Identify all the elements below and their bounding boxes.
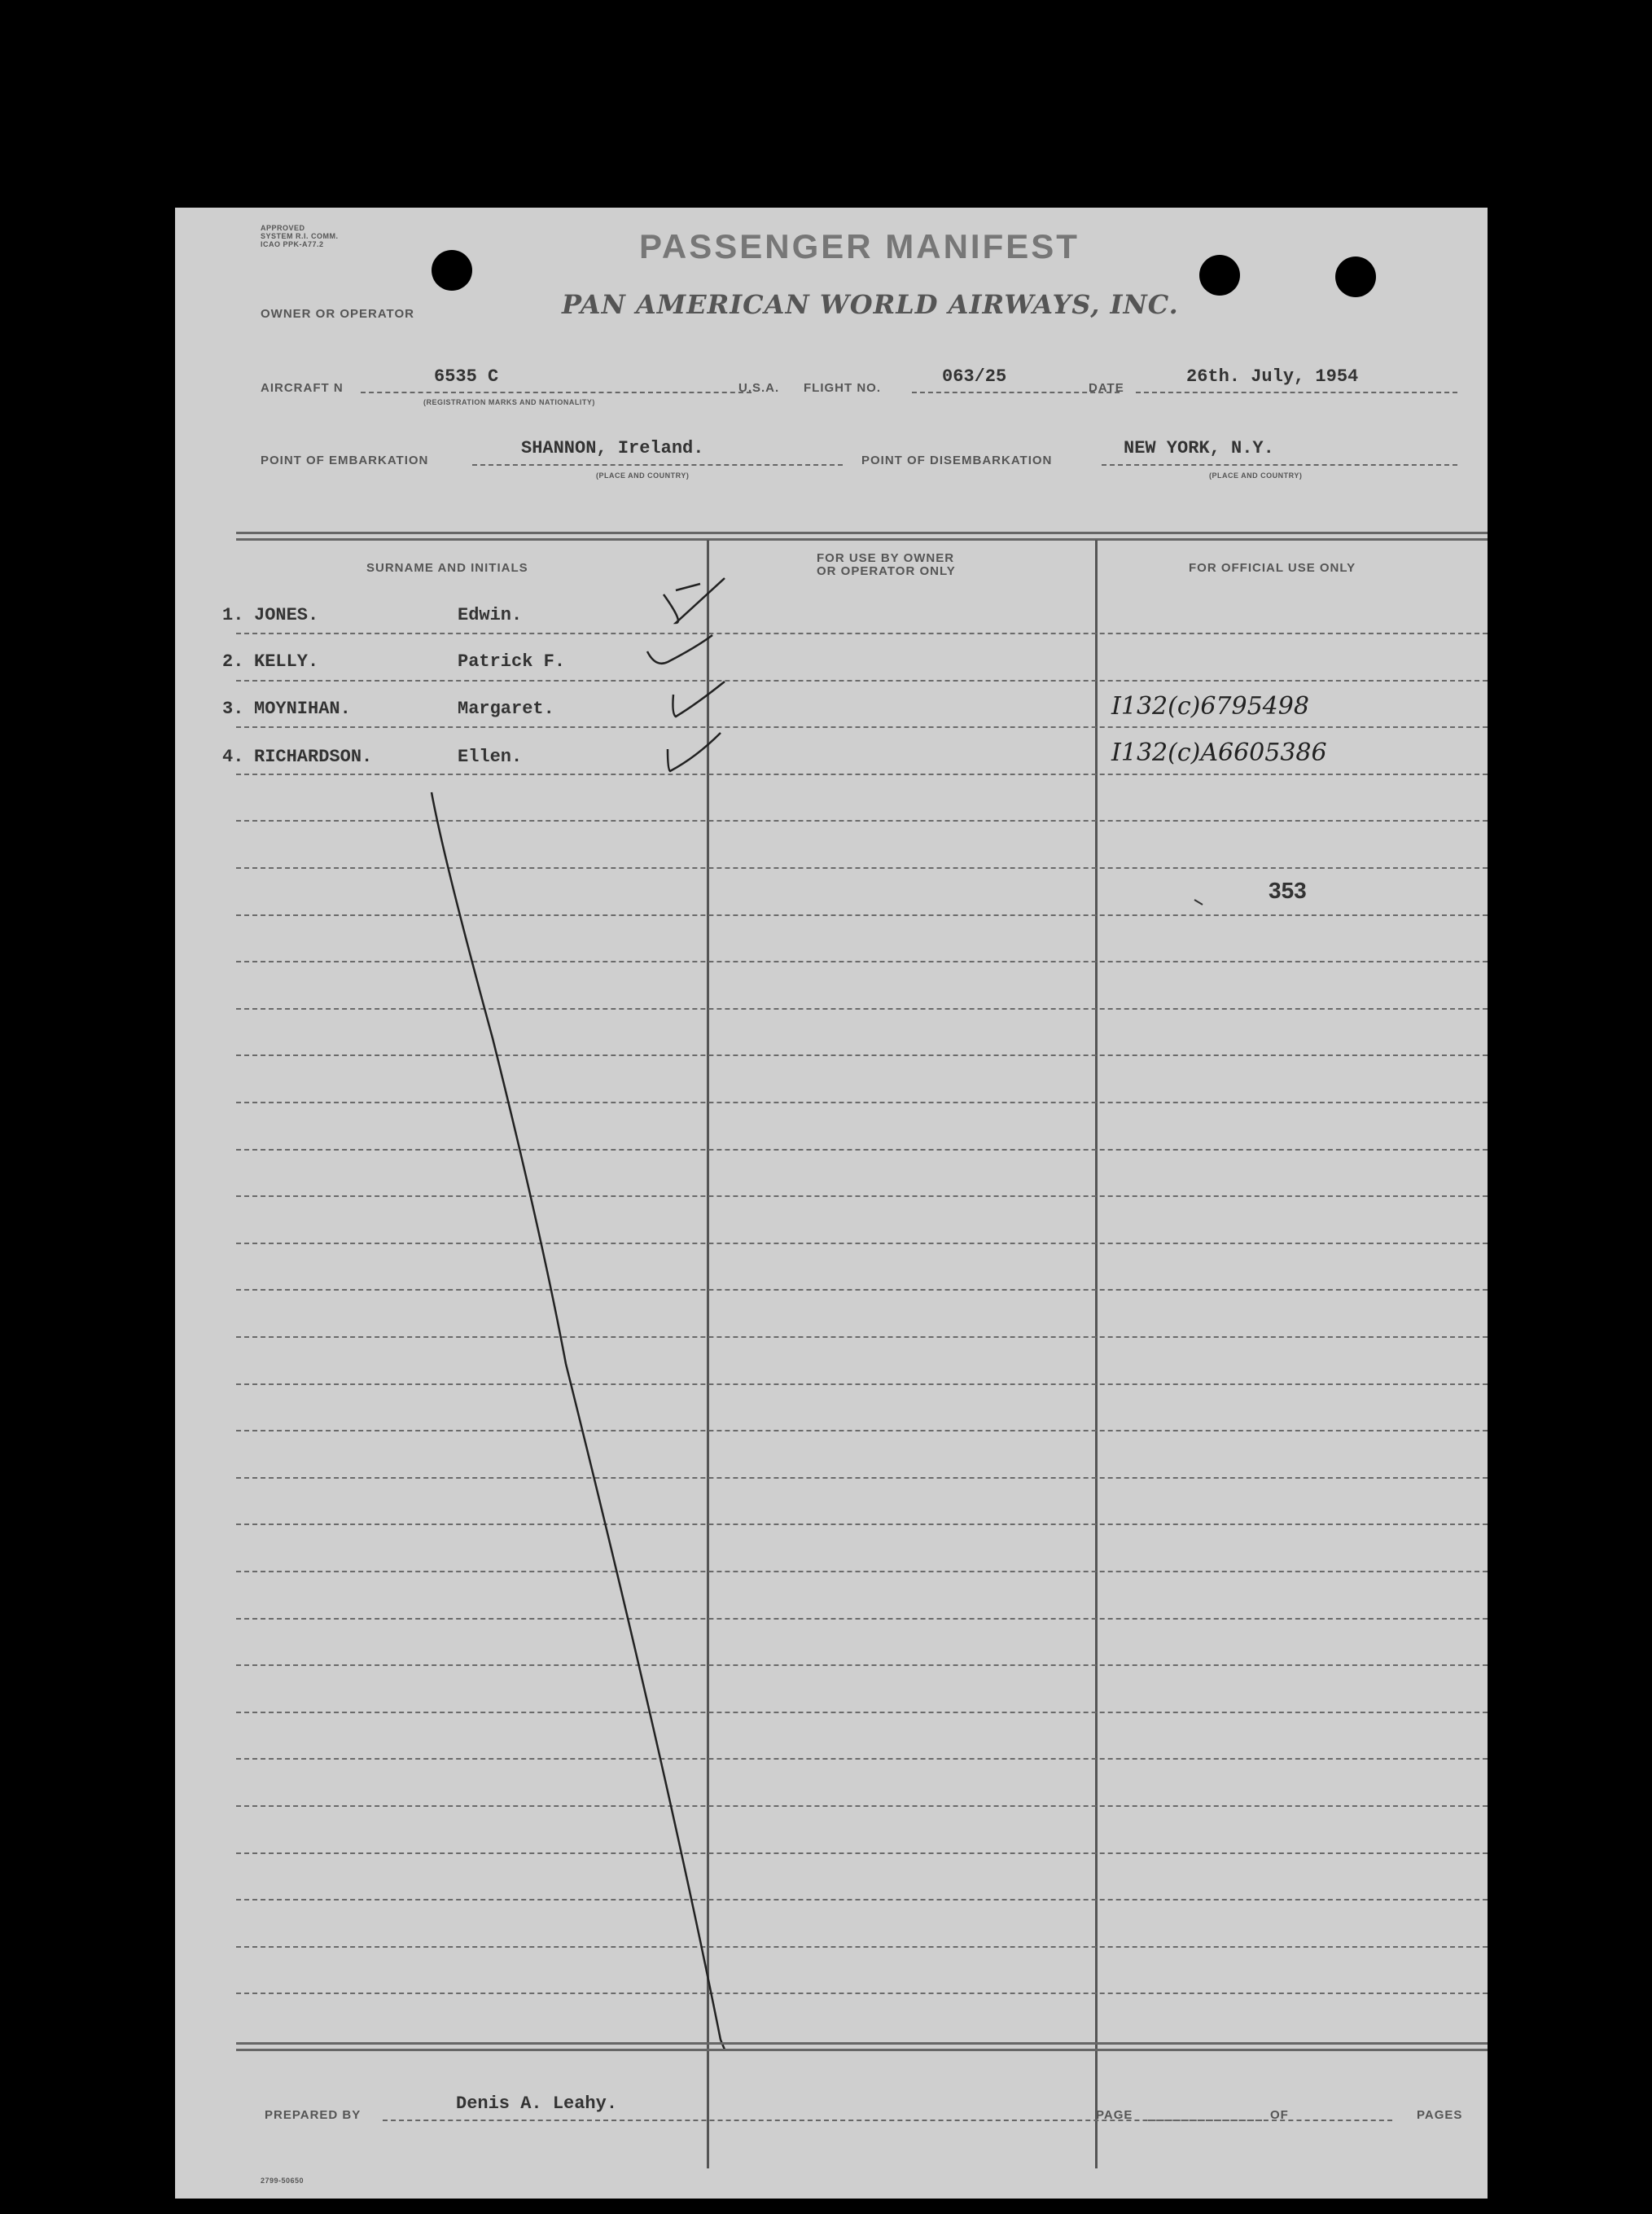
embarkation-label: POINT OF EMBARKATION [261,454,429,467]
disembarkation-caption: (PLACE AND COUNTRY) [1209,471,1303,480]
passenger-number: 4. [222,747,244,767]
column-header-owner-1: FOR USE BY OWNER [817,551,955,565]
disembarkation-value: NEW YORK, N.Y. [1124,438,1274,458]
owner-label: OWNER OR OPERATOR [261,307,414,321]
pages-label: PAGES [1417,2108,1463,2122]
disembarkation-label: POINT OF DISEMBARKATION [861,454,1053,467]
passenger-surname: JONES. [254,605,319,625]
prepared-by-value: Denis A. Leahy. [456,2093,618,2114]
of-label: OF [1270,2108,1289,2122]
approval-line-2: SYSTEM R.I. COMM. [261,232,339,240]
aircraft-label: AIRCRAFT N [261,381,344,395]
passenger-number: 3. [222,699,244,719]
passenger-surname: MOYNIHAN. [254,699,351,719]
check-mark-icon [664,578,725,623]
passenger-given-name: Patrick F. [458,651,566,672]
passenger-number: 2. [222,651,244,672]
aircraft-value: 6535 C [434,366,499,387]
prepared-by-label: PREPARED BY [265,2108,362,2122]
page-label: PAGE [1096,2108,1133,2122]
embarkation-value: SHANNON, Ireland. [521,438,704,458]
passenger-surname: KELLY. [254,651,319,672]
table-bottom-rule-2 [236,2049,1488,2051]
approval-line-3: ICAO PPK-A77.2 [261,240,324,248]
passenger-surname: RICHARDSON. [254,747,373,767]
flight-value: 063/25 [942,366,1007,387]
page-of-rule [1148,2120,1392,2121]
passenger-given-name: Margaret. [458,699,554,719]
passenger-number: 1. [222,605,244,625]
manifest-sheet [175,208,1488,2199]
check-mark-icon [668,733,721,771]
usa-label: U.S.A. [738,381,780,395]
date-label: DATE [1089,381,1124,395]
official-annotation: I132(c)6795498 [1111,692,1309,721]
column-header-owner-2: OR OPERATOR ONLY [817,564,956,578]
tick-mark-icon [1194,900,1203,905]
column-header-names: SURNAME AND INITIALS [366,561,528,575]
column-header-official: FOR OFFICIAL USE ONLY [1189,561,1356,575]
flight-label: FLIGHT NO. [804,381,881,395]
form-number: 2799-50650 [261,2177,305,2185]
embarkation-caption: (PLACE AND COUNTRY) [596,471,690,480]
passenger-given-name: Ellen. [458,747,523,767]
official-annotation: I132(c)A6605386 [1111,739,1327,767]
stamp-number: 353 [1269,878,1307,903]
diagonal-strike-line [432,792,725,2050]
handwritten-marks [175,208,1488,2199]
table-bottom-rule [236,2042,1488,2045]
date-value: 26th. July, 1954 [1186,366,1359,387]
page-title: PASSENGER MANIFEST [639,227,1080,265]
airline-name: PAN AMERICAN WORLD AIRWAYS, INC. [562,289,1179,320]
approval-line-1: APPROVED [261,224,305,232]
passenger-given-name: Edwin. [458,605,523,625]
registration-caption: (REGISTRATION MARKS AND NATIONALITY) [423,398,595,406]
check-mark-icon [673,682,725,717]
check-mark-icon [647,635,712,664]
